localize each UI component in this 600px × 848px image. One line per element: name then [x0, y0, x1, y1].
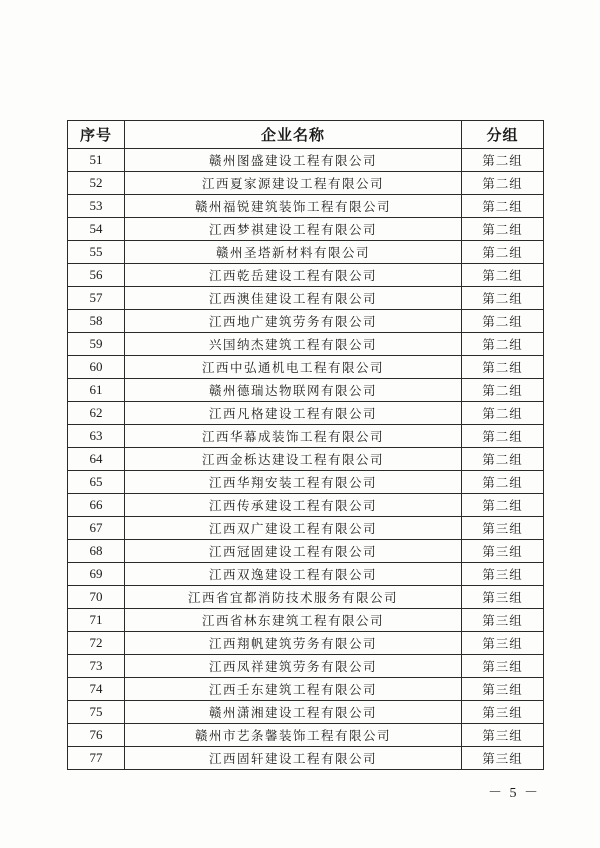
row-serial-number: 63: [68, 425, 125, 448]
header-group: 分组: [462, 121, 544, 149]
row-group: 第三组: [462, 609, 544, 632]
page-number: － 5 －: [488, 786, 540, 801]
row-serial-number: 53: [68, 195, 125, 218]
row-group: 第三组: [462, 586, 544, 609]
row-enterprise-name: 江西澳佳建设工程有限公司: [125, 287, 462, 310]
row-serial-number: 76: [68, 724, 125, 747]
row-group: 第二组: [462, 172, 544, 195]
row-group: 第三组: [462, 678, 544, 701]
table-row: [68, 517, 544, 540]
row-enterprise-name: 江西凤祥建筑劳务有限公司: [125, 655, 462, 678]
row-serial-number: 57: [68, 287, 125, 310]
row-enterprise-name: 江西华翔安装工程有限公司: [125, 471, 462, 494]
table-row: [68, 448, 544, 471]
row-enterprise-name: 赣州德瑞达物联网有限公司: [125, 379, 462, 402]
row-enterprise-name: 江西传承建设工程有限公司: [125, 494, 462, 517]
table-row: [68, 425, 544, 448]
row-group: 第二组: [462, 402, 544, 425]
table-row: [68, 356, 544, 379]
row-enterprise-name: 江西省宜都消防技术服务有限公司: [125, 586, 462, 609]
row-enterprise-name: 兴国纳杰建筑工程有限公司: [125, 333, 462, 356]
row-group: 第二组: [462, 264, 544, 287]
row-enterprise-name: 江西地广建筑劳务有限公司: [125, 310, 462, 333]
table-row: [68, 402, 544, 425]
row-serial-number: 64: [68, 448, 125, 471]
row-enterprise-name: 江西翔帆建筑劳务有限公司: [125, 632, 462, 655]
row-enterprise-name: 江西省林东建筑工程有限公司: [125, 609, 462, 632]
row-serial-number: 71: [68, 609, 125, 632]
row-group: 第二组: [462, 241, 544, 264]
table-row: [68, 609, 544, 632]
row-group: 第三组: [462, 632, 544, 655]
row-serial-number: 77: [68, 747, 125, 770]
row-group: 第二组: [462, 494, 544, 517]
row-serial-number: 65: [68, 471, 125, 494]
row-serial-number: 69: [68, 563, 125, 586]
row-serial-number: 60: [68, 356, 125, 379]
row-enterprise-name: 江西乾岳建设工程有限公司: [125, 264, 462, 287]
row-enterprise-name: 赣州图盛建设工程有限公司: [125, 149, 462, 172]
row-enterprise-name: 江西冠固建设工程有限公司: [125, 540, 462, 563]
table-row: [68, 471, 544, 494]
row-enterprise-name: 江西凡格建设工程有限公司: [125, 402, 462, 425]
row-group: 第二组: [462, 333, 544, 356]
table-row: [68, 655, 544, 678]
row-enterprise-name: 江西夏家源建设工程有限公司: [125, 172, 462, 195]
table-row: [68, 287, 544, 310]
table-row: [68, 701, 544, 724]
row-serial-number: 68: [68, 540, 125, 563]
table-row: [68, 379, 544, 402]
row-enterprise-name: 江西双逸建设工程有限公司: [125, 563, 462, 586]
row-enterprise-name: 江西固轩建设工程有限公司: [125, 747, 462, 770]
row-group: 第二组: [462, 218, 544, 241]
row-enterprise-name: 江西华幕成装饰工程有限公司: [125, 425, 462, 448]
row-enterprise-name: 江西金栎达建设工程有限公司: [125, 448, 462, 471]
row-group: 第二组: [462, 287, 544, 310]
row-group: 第三组: [462, 517, 544, 540]
table-row: [68, 563, 544, 586]
row-serial-number: 51: [68, 149, 125, 172]
header-serial-number: 序号: [68, 121, 125, 149]
row-group: 第二组: [462, 310, 544, 333]
row-serial-number: 74: [68, 678, 125, 701]
table-row: [68, 172, 544, 195]
header-enterprise-name: 企业名称: [125, 121, 462, 149]
table-row: [68, 724, 544, 747]
row-group: 第三组: [462, 701, 544, 724]
row-enterprise-name: 江西壬东建筑工程有限公司: [125, 678, 462, 701]
row-group: 第三组: [462, 724, 544, 747]
row-serial-number: 56: [68, 264, 125, 287]
table-row: [68, 586, 544, 609]
table-row: [68, 264, 544, 287]
row-enterprise-name: 赣州潇湘建设工程有限公司: [125, 701, 462, 724]
row-serial-number: 75: [68, 701, 125, 724]
row-serial-number: 59: [68, 333, 125, 356]
row-serial-number: 72: [68, 632, 125, 655]
table-row: [68, 747, 544, 770]
row-serial-number: 61: [68, 379, 125, 402]
row-serial-number: 52: [68, 172, 125, 195]
row-enterprise-name: 江西中弘通机电工程有限公司: [125, 356, 462, 379]
row-group: 第二组: [462, 356, 544, 379]
row-enterprise-name: 赣州市艺条馨装饰工程有限公司: [125, 724, 462, 747]
table-row: [68, 632, 544, 655]
row-group: 第三组: [462, 563, 544, 586]
table-row: [68, 540, 544, 563]
table-row: [68, 218, 544, 241]
row-serial-number: 58: [68, 310, 125, 333]
row-serial-number: 54: [68, 218, 125, 241]
row-serial-number: 55: [68, 241, 125, 264]
row-group: 第二组: [462, 379, 544, 402]
header-row: [68, 121, 544, 149]
table-row: [68, 195, 544, 218]
table-row: [68, 678, 544, 701]
row-group: 第二组: [462, 149, 544, 172]
row-serial-number: 67: [68, 517, 125, 540]
table-row: [68, 494, 544, 517]
row-group: 第二组: [462, 425, 544, 448]
table-header: [68, 121, 544, 149]
row-group: 第二组: [462, 471, 544, 494]
row-group: 第二组: [462, 195, 544, 218]
row-enterprise-name: 赣州福锐建筑装饰工程有限公司: [125, 195, 462, 218]
row-group: 第三组: [462, 655, 544, 678]
row-enterprise-name: 赣州圣塔新材料有限公司: [125, 241, 462, 264]
row-group: 第三组: [462, 540, 544, 563]
row-group: 第三组: [462, 747, 544, 770]
row-enterprise-name: 江西梦祺建设工程有限公司: [125, 218, 462, 241]
table-row: [68, 241, 544, 264]
enterprise-group-table: [67, 120, 544, 770]
row-serial-number: 73: [68, 655, 125, 678]
table-row: [68, 333, 544, 356]
row-serial-number: 66: [68, 494, 125, 517]
row-enterprise-name: 江西双广建设工程有限公司: [125, 517, 462, 540]
table-body: [68, 149, 544, 770]
row-serial-number: 70: [68, 586, 125, 609]
table-row: [68, 310, 544, 333]
row-serial-number: 62: [68, 402, 125, 425]
row-group: 第二组: [462, 448, 544, 471]
table-row: [68, 149, 544, 172]
